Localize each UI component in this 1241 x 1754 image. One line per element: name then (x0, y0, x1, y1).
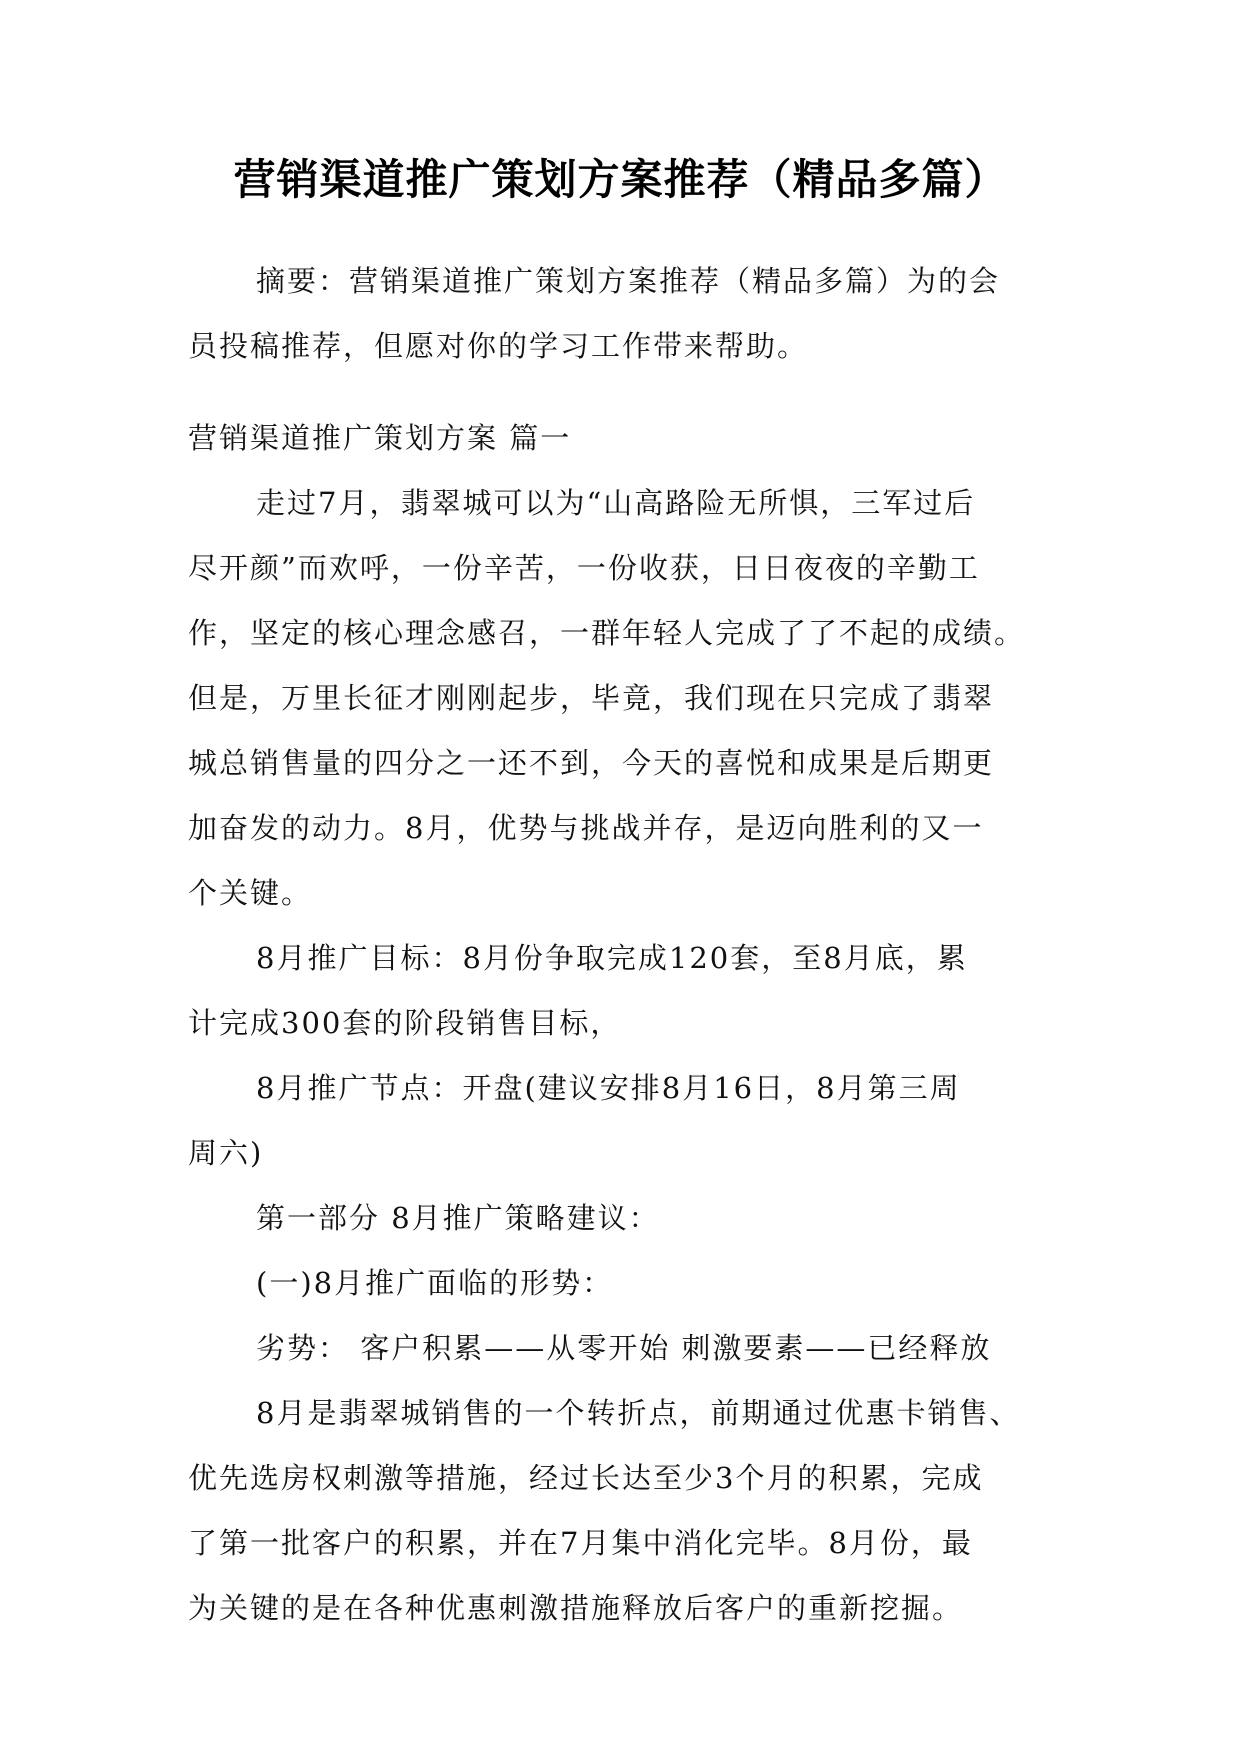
body-line: 城总销售量的四分之一还不到，今天的喜悦和成果是后期更 (188, 746, 995, 780)
body-line: 8月是翡翠城销售的一个转折点，前期通过优惠卡销售、 (256, 1396, 1021, 1430)
body-line: 周六) (188, 1136, 264, 1170)
abstract (188, 249, 1053, 379)
body-line: 个关键。 (188, 876, 313, 910)
document-title: 营销渠道推广策划方案推荐（精品多篇） (233, 155, 1008, 204)
body-line: 8月推广节点：开盘(建议安排8月16日，8月第三周 (256, 1071, 961, 1105)
body-line: 了第一批客户的积累，并在7月集中消化完毕。8月份，最 (188, 1526, 973, 1560)
body-line: 走过7月，翡翠城可以为“山高路险无所惧，三军过后 (256, 486, 976, 520)
body-line: 尽开颜”而欢呼，一份辛苦，一份收获，日日夜夜的辛勤工 (188, 551, 980, 585)
abstract-line: 摘要：营销渠道推广策划方案推荐（精品多篇）为的会 (256, 264, 1001, 298)
body-line: 劣势： 客户积累——从零开始 刺激要素——已经释放 (256, 1331, 992, 1365)
section-heading: 营销渠道推广策划方案 篇一 (188, 421, 572, 455)
body-line: 第一部分 8月推广策略建议： (256, 1201, 660, 1235)
body-line: 加奋发的动力。8月，优势与挑战并存，是迈向胜利的又一 (188, 811, 984, 845)
abstract-line: 员投稿推荐，但愿对你的学习工作带来帮助。 (188, 329, 809, 363)
body-line: 作，坚定的核心理念感召，一群年轻人完成了了不起的成绩。 (188, 616, 1026, 650)
body-line: (一)8月推广面临的形势： (256, 1266, 614, 1300)
body-line: 8月推广目标：8月份争取完成120套，至8月底，累 (256, 941, 968, 975)
body-line: 优先选房权刺激等措施，经过长达至少3个月的积累，完成 (188, 1461, 984, 1495)
body-line: 为关键的是在各种优惠刺激措施释放后客户的重新挖掘。 (188, 1591, 964, 1625)
body-line: 但是，万里长征才刚刚起步，毕竟，我们现在只完成了翡翠 (188, 681, 995, 715)
body-line: 计完成300套的阶段销售目标， (188, 1006, 622, 1040)
section-body (188, 406, 1053, 1641)
